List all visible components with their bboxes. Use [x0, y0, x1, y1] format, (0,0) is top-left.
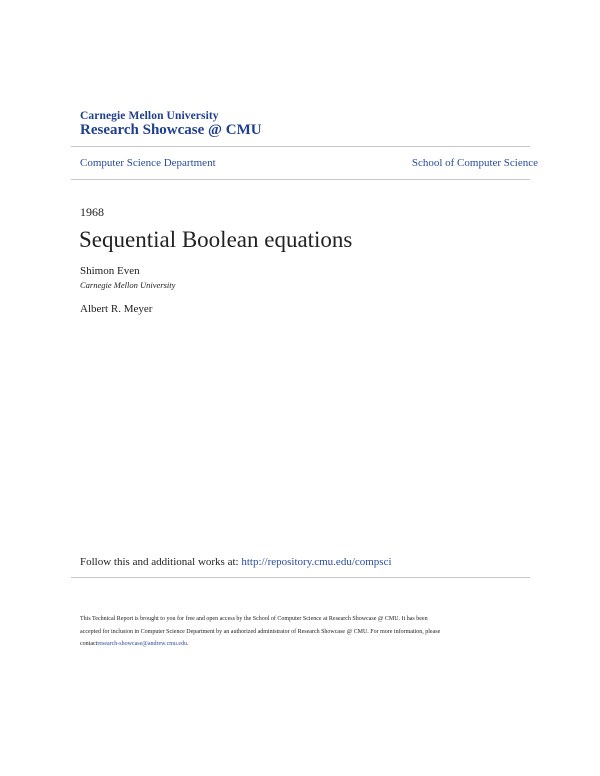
repository-name[interactable]: Research Showcase @ CMU: [80, 122, 262, 138]
access-notice: [80, 613, 525, 651]
notice-period: .: [187, 641, 189, 647]
university-name: Carnegie Mellon University: [80, 110, 219, 122]
publication-year: 1968: [80, 205, 104, 219]
follow-line: [80, 556, 392, 568]
author-name: Albert R. Meyer: [80, 303, 153, 315]
compsci-repository-link[interactable]: http://repository.cmu.edu/compsci: [241, 556, 392, 568]
notice-line: [80, 638, 525, 651]
author-affiliation: Carnegie Mellon University: [80, 280, 176, 290]
school-link[interactable]: School of Computer Science: [411, 157, 538, 169]
follow-text: Follow this and additional works at:: [80, 556, 239, 568]
author-name: Shimon Even: [80, 265, 140, 277]
paper-title: Sequential Boolean equations: [79, 227, 353, 252]
contact-email-link[interactable]: research-showcase@andrew.cmu.edu: [97, 641, 188, 647]
notice-contact-text: contact: [80, 641, 98, 647]
nav-divider: [71, 179, 530, 180]
header-divider: [71, 146, 530, 147]
notice-line: accepted for inclusion in Computer Science Department by an authorized administrator of Research Showcase @ CMU. For more information, please: [80, 628, 441, 635]
department-link[interactable]: Computer Science Department: [80, 157, 216, 169]
notice-line: This Technical Report is brought to you for free and open access by the School of Computer Science at Research Showcase @ CMU. It has been: [80, 616, 428, 622]
footer-divider: [71, 577, 530, 578]
